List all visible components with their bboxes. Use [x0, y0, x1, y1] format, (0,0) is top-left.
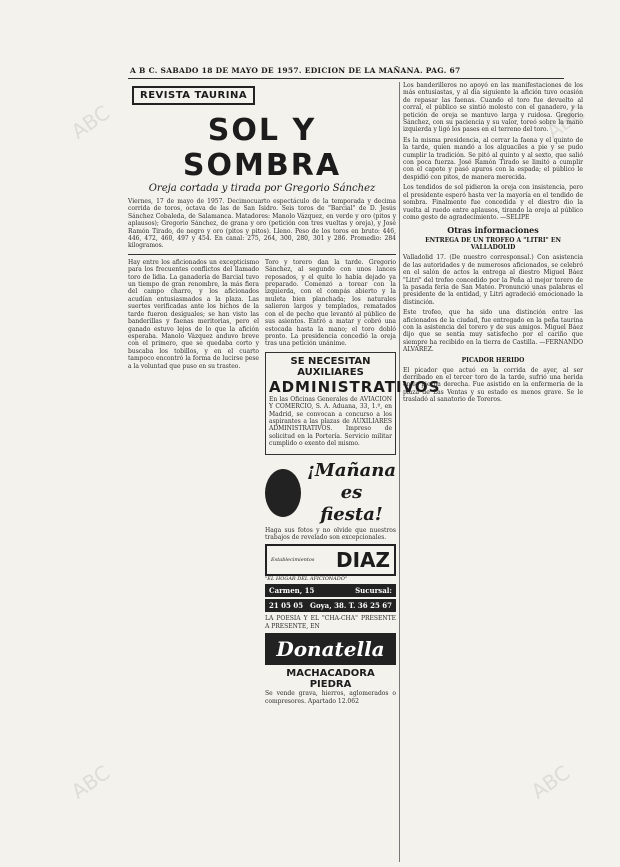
ad-title: SE NECESITAN AUXILIARES — [290, 355, 371, 378]
intro-paragraph: Viernes, 17 de mayo de 1957. Decimocuarto espectáculo de la temporada y decima corrida de toros, octava de las de San Isidro. Seis toros de "Barcial" de D. Jesús Sánchez Cobaleda, de Salamanca. Matadores: Manolo Vázquez, en verde y oro (pitos y aplausos); Gregorio Sánchez, de grana y oro (petición con tres vueltas y oreja), y José Ramón Tirado, de negro y oro (pitos y pitos). Lleno. Peso de los toros en bruto: 446, 446, 472, 460, 497 y 454. En canal: 275, 264, 300, 280, 301 y 286. Promedio: 284 kilogramos. — [128, 198, 396, 250]
article-column — [128, 259, 259, 708]
ad-diaz — [265, 544, 396, 576]
ad-title: ADMINISTRATIVOS — [269, 377, 441, 396]
ad-title: MACHACADORA PIEDRA — [286, 668, 375, 691]
article-paragraph: Los banderilleros no apoyó en las manifestaciones de los más entusiastas, y al día siguiente la afición tuvo ocasión de repasar las faenas. Cuando el toro fue devuelto al corral, el público se sintió molesto con el ganadero, y la petición de oreja se mantuvo larga y ruidosa. Gregorio Sánchez, con su paciencia y su valor, toreó sobre la mano izquierda y ligó los pases en el terreno del toro. — [403, 82, 583, 134]
two-columns — [128, 258, 441, 708]
ad-text: LA POESIA Y EL "CHA-CHA" PRESENTE A PRESENTE, EN — [265, 615, 396, 630]
article-paragraph: Es la misma presidencia, al cerrar la faena y el quinto de la tarde, quien mandó a los alguaciles a pie y se pudo cumplir la tradición. Se pitó al quinto y al sexto, que salió con poca fuerza. José Ramón Tirado se limitó a cumplir con el capote y pasó apuros con la espada; el público le despidió con pitos, de manera merecida. — [403, 136, 583, 181]
article-paragraph: Los tendidos de sol pidieron la oreja con insistencia, pero el presidente esperó hasta ver la mayoría en el tendido de sombra. Finalmente fue concedida y el diestro dio la vuelta al ruedo entre aplausos, tirando la oreja al público como gesto de agradecimiento. —SELIPE — [403, 184, 583, 221]
phone: 21 05 05 — [269, 601, 304, 611]
diaz-address-bar — [265, 584, 396, 597]
diaz-phone-bar — [265, 599, 396, 612]
page-header: A B C. SABADO 18 DE MAYO DE 1957. EDICION DE LA MAÑANA. PAG. 67 — [130, 66, 461, 75]
article-paragraph: Toro y torero dan la tarde. Gregorio Sánchez, al segundo con unos lances reposados, y el quite lo había dejado ya preparado. Comenzó a torear con la izquierda, con el compás abierto y la muleta bien planchada; los naturales salieron largos y templados, rematados con el de pecho que levantó al público de sus asientos. Entró a matar y cobró una estocada hasta la mano; el toro dobló pronto. La presidencia concedió la oreja tras una petición unánime. — [265, 258, 396, 348]
section-subtitle: ENTREGA DE UN TROFEO A "LITRI" EN VALLADOLID — [425, 237, 561, 252]
right-subcolumn — [265, 258, 441, 708]
ad-auxiliares — [265, 352, 441, 455]
section-title: Otras informaciones — [447, 225, 539, 236]
subheadline: Oreja cortada y tirada por Gregorio Sánchez — [148, 183, 376, 194]
ad-slogan-line: ¡Mañana — [307, 459, 396, 481]
watermark: ABC — [526, 760, 575, 804]
ad-slogan-line: fiesta! — [320, 503, 383, 525]
watermark: ABC — [66, 760, 115, 804]
address: Carmen, 15 — [269, 586, 315, 596]
right-column — [403, 82, 583, 407]
ad-text: Se vende grava, hierros, aglomerados o compresores. Apartado 12.062 — [265, 690, 396, 705]
ad-slogan-line: es — [340, 481, 363, 503]
section-subtitle: PICADOR HERIDO — [461, 356, 525, 364]
headline: SOL Y SOMBRA — [182, 113, 342, 183]
watermark: ABC — [541, 100, 590, 144]
article-paragraph: El picador que actuó en la corrida de ayer, al ser derribado en el tercer toro de la tarde, sufrió una herida en la pierna derecha. Fue asistido en la enfermería de la plaza de Las Ventas y su estado es menos grave. Se le trasladó al sanatorio de Toreros. — [403, 366, 583, 404]
left-column — [128, 82, 441, 708]
branch-address: Goya, 38. T. 36 25 67 — [309, 601, 392, 611]
ad-slogan — [307, 460, 396, 526]
header-rule — [128, 78, 564, 79]
diaz-name: DIAZ — [335, 548, 390, 573]
divider — [128, 254, 396, 255]
article-paragraph: Valladolid 17. (De nuestro corresponsal.) Con asistencia de las autoridades y de numerosos aficionados, se celebró en el salón de actos la entrega al diestro Miguel Báez "Litri" del trofeo concedido por la Peña al mejor torero de la pasada feria de San Mateo. Pronunció unas palabras el presidente de la entidad, y Litri agradeció emocionado la distinción. — [403, 254, 583, 306]
diaz-prefix: Establecimientos — [271, 557, 315, 564]
ad-manana-fiesta — [265, 459, 396, 527]
watermark: ABC — [66, 100, 115, 144]
section-box: REVISTA TAURINA — [132, 86, 255, 105]
article-paragraph: Este trofeo, que ha sido una distinción entre las aficionados de la ciudad, fue entregado en la peña taurina con la asistencia del torero y de sus amigos. Miguel Báez dijo que se sentía muy satisfecho por el cariño que siempre ha recibido en la tierra de Castilla. —FERNANDO ALVAREZ. — [403, 309, 583, 354]
article-paragraph: Hay entre los aficionados un excepticismo para los frecuentes conflictos del llamado toro de lidia. La ganadería de Barcial tuvo un tiempo de gran renombre, la más fiera del campo charro, y los aficionados acudían entusiasmados a la plaza. Las suertes verificadas ante los bichos de la tarde fueron desiguales; se han visto las banderillas y faenas meritorias, pero el ganado estuvo lejos de lo que la afición esperaba. Manolo Vázquez anduvo breve con el primero, que se quedaba corto y buscaba los tobillos, y en el cuarto tampoco encontró la forma de lucirse pese a la voluntad que puso en su trasteo. — [128, 258, 259, 370]
branch-label: Sucursal: — [355, 586, 392, 596]
ad-text: Haga sus fotos y no olvide que nuestros trabajos de revelado son excepcionales. — [265, 526, 396, 541]
brand-logo: Donatella — [265, 633, 396, 665]
portrait-icon — [265, 469, 301, 517]
column-divider — [399, 82, 400, 862]
diaz-tagline: "EL HOGAR DEL AFICIONADO" — [265, 576, 348, 583]
ad-text: En las Oficinas Generales de AVIACION Y COMERCIO, S. A. Aduana, 33, 1.º, en Madrid, se convocan a concurso a los aspirantes a las plazas de AUXILIARES ADMINISTRATIVOS. Impreso de solicitud en la Portería. Servicio militar cumplido o exento del mismo. — [269, 395, 392, 448]
